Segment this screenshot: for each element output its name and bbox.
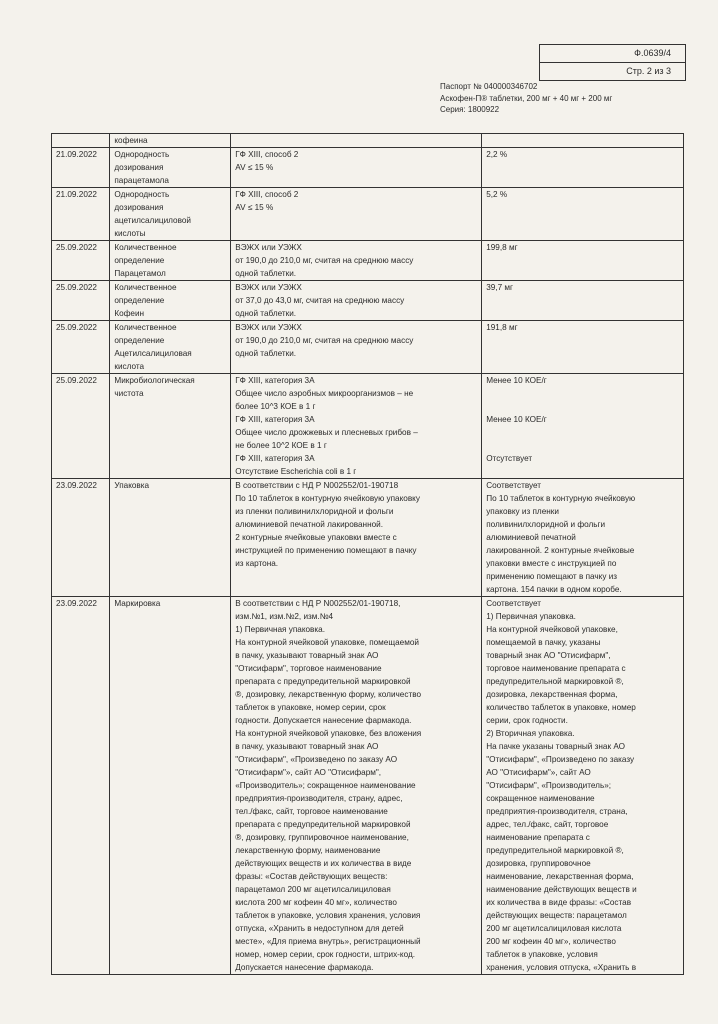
requirement-cell-line: одной таблетки.	[235, 349, 297, 358]
requirement-cell	[231, 281, 482, 321]
requirement-cell-line: инструкцией по применению помещают в пачку	[235, 546, 417, 555]
result-cell-line: 199,8 мг	[486, 243, 518, 252]
requirement-cell-line: кислота 200 мг кофеин 40 мг», количество	[235, 898, 397, 907]
requirement-cell-line: На контурной ячейковой упаковке, без вложения	[235, 729, 422, 738]
requirement-cell-line: действующих веществ и их количества в виде	[235, 859, 412, 868]
result-cell-line: лакированной. 2 контурные ячейковые	[486, 546, 635, 555]
requirement-cell-line: 1) Первичная упаковка.	[235, 625, 326, 634]
date-cell	[52, 321, 110, 374]
test-name-cell-line: Упаковка	[114, 481, 150, 490]
test-name-cell-line: кислота	[114, 362, 145, 371]
table-row	[52, 597, 684, 975]
result-cell-line: 1) Первичная упаковка.	[486, 612, 576, 621]
date-cell-text: 21.09.2022	[56, 150, 97, 159]
result-cell-line: применению помещают в пачку из	[486, 572, 618, 581]
test-name-cell-line: Микробиологическая	[114, 376, 195, 385]
result-cell-line: 191,8 мг	[486, 323, 518, 332]
result-cell-line: На контурной ячейковой упаковке,	[486, 625, 618, 634]
requirement-cell-line: препарата с предупредительной маркировкой	[235, 820, 411, 829]
batch-series: Серия: 1800922	[440, 105, 500, 114]
requirement-cell-line: в пачку, указывают товарный знак АО	[235, 651, 379, 660]
requirement-cell-line: ВЭЖХ или УЭЖХ	[235, 243, 302, 252]
requirement-cell-line: парацетамол 200 мг ацетилсалициловая	[235, 885, 391, 894]
result-cell-line: наименование препарата с	[486, 833, 590, 842]
result-cell-line: Менее 10 КОЕ/г	[486, 415, 547, 424]
result-cell-line: упаковку из пленки	[486, 507, 559, 516]
result-cell-line	[486, 439, 679, 452]
date-cell	[52, 241, 110, 281]
requirement-cell	[231, 374, 482, 479]
result-cell	[482, 479, 684, 597]
test-name-cell-line: парацетамола	[114, 176, 169, 185]
result-cell-line: наименование действующих веществ и	[486, 885, 637, 894]
requirement-cell-line: ГФ XIII, способ 2	[235, 150, 299, 159]
test-name-cell-line: определение	[114, 296, 165, 305]
requirement-cell-line: ГФ XIII, способ 2	[235, 190, 299, 199]
date-cell	[52, 479, 110, 597]
requirement-cell-line: годности. Допускается нанесение фармакода.	[235, 716, 412, 725]
requirement-cell-line: "Отисифарм", «Произведено по заказу АО	[235, 755, 398, 764]
quality-test-table	[51, 133, 684, 975]
result-cell-line: дозировка, группировочное	[486, 859, 591, 868]
requirement-cell-line: алюминиевой печатной лакированной.	[235, 520, 384, 529]
result-cell-line: 2) Вторичная упаковка.	[486, 729, 575, 738]
document-header	[440, 81, 612, 116]
test-name-cell-line: кофеина	[114, 136, 148, 145]
test-name-cell	[110, 241, 231, 281]
requirement-cell-line: В соответствии с НД Р N002552/01-190718,	[235, 599, 401, 608]
date-cell-text	[56, 134, 105, 147]
test-name-cell-line: Кофеин	[114, 309, 145, 318]
date-cell	[52, 148, 110, 188]
result-cell-line	[486, 387, 679, 400]
requirement-cell-line: ®, дозировку, лекарственную форму, количество	[235, 690, 422, 699]
result-cell-line: адрес, тел./факс, сайт, торговое	[486, 820, 609, 829]
test-name-cell	[110, 148, 231, 188]
result-cell-line	[486, 465, 679, 478]
requirement-cell-line: изм.№1, изм.№2, изм.№4	[235, 612, 334, 621]
result-cell-line: сокращенное наименование	[486, 794, 595, 803]
result-cell	[482, 321, 684, 374]
page-number: Стр. 2 из 3	[540, 62, 685, 80]
test-name-cell	[110, 479, 231, 597]
result-cell-line	[486, 426, 679, 439]
result-cell-line: алюминиевой печатной	[486, 533, 576, 542]
date-cell-text: 23.09.2022	[56, 599, 97, 608]
result-cell-line: 200 мг ацетилсалициловая кислота	[486, 924, 622, 933]
date-cell	[52, 374, 110, 479]
date-cell	[52, 188, 110, 241]
test-name-cell-line: определение	[114, 256, 165, 265]
result-cell-line: Соответствует	[486, 599, 542, 608]
requirement-cell-line: из пленки поливинилхлоридной и фольги	[235, 507, 394, 516]
table-row	[52, 134, 684, 148]
test-name-cell-line: Количественное	[114, 323, 177, 332]
test-name-cell-line: Маркировка	[114, 599, 161, 608]
result-cell-line: помещаемой в пачку, указаны	[486, 638, 601, 647]
date-cell-text: 23.09.2022	[56, 481, 97, 490]
form-code-box	[539, 44, 686, 81]
test-name-cell-line: Количественное	[114, 243, 177, 252]
result-cell-line: упаковки вместе с инструкцией по	[486, 559, 617, 568]
result-cell-line: АО "Отисифарм"», сайт АО	[486, 768, 591, 777]
requirement-cell-line: одной таблетки.	[235, 309, 297, 318]
requirement-cell-line: На контурной ячейковой упаковке, помещаемой	[235, 638, 419, 647]
test-name-cell-line: дозирования	[114, 163, 164, 172]
result-cell	[482, 241, 684, 281]
table-row	[52, 241, 684, 281]
test-name-cell-line: дозирования	[114, 203, 164, 212]
requirement-cell-line: 2 контурные ячейковые упаковки вместе с	[235, 533, 397, 542]
requirement-cell-line: от 190,0 до 210,0 мг, считая на среднюю массу	[235, 256, 414, 265]
result-cell-line: дозировка, лекарственная форма,	[486, 690, 618, 699]
result-cell-line: товарный знак АО "Отисифарм",	[486, 651, 611, 660]
requirement-cell-line: лекарственную форму, наименование	[235, 846, 381, 855]
test-name-cell-line: Количественное	[114, 283, 177, 292]
test-name-cell-line: чистота	[114, 389, 144, 398]
test-name-cell-line: Парацетамол	[114, 269, 166, 278]
requirement-cell-line: фразы: «Состав действующих веществ:	[235, 872, 388, 881]
requirement-cell-line: тел./факс, сайт, торговое наименование	[235, 807, 388, 816]
result-cell-line: серии, срок годности.	[486, 716, 568, 725]
result-cell-line	[486, 400, 679, 413]
requirement-cell-line: не более 10^2 КОЕ в 1 г	[235, 441, 327, 450]
date-cell	[52, 281, 110, 321]
result-cell-line: Менее 10 КОЕ/г	[486, 376, 547, 385]
requirement-cell-line: По 10 таблеток в контурную ячейковую упаковку	[235, 494, 420, 503]
requirement-cell-line: AV ≤ 15 %	[235, 163, 274, 172]
requirement-cell	[231, 148, 482, 188]
requirement-cell-line: в пачку, указывают товарный знак АО	[235, 742, 379, 751]
requirement-cell-line: ВЭЖХ или УЭЖХ	[235, 283, 302, 292]
test-name-cell	[110, 134, 231, 148]
result-cell-line: 200 мг кофеин 40 мг», количество	[486, 937, 616, 946]
result-cell	[482, 148, 684, 188]
result-cell-line: Соответствует	[486, 481, 542, 490]
result-cell-line: поливинилхлоридной и фольги	[486, 520, 606, 529]
requirement-cell-line: предприятия-производителя, страну, адрес,	[235, 794, 403, 803]
requirement-cell-line: более 10^3 КОЕ в 1 г	[235, 402, 316, 411]
result-cell-line: действующих веществ: парацетамол	[486, 911, 627, 920]
requirement-cell	[231, 479, 482, 597]
requirement-cell-line: Общее число дрожжевых и плесневых грибов –	[235, 428, 418, 437]
result-cell-line: "Отисифарм", «Произведено по заказу	[486, 755, 635, 764]
table-row	[52, 188, 684, 241]
test-name-cell-line: ацетилсалициловой	[114, 216, 191, 225]
test-name-cell	[110, 321, 231, 374]
form-code: Ф.0639/4	[634, 48, 671, 58]
table-row	[52, 148, 684, 188]
requirement-cell-line: Допускается нанесение фармакода.	[235, 963, 374, 972]
result-cell-line	[486, 134, 679, 147]
requirement-cell-line: таблеток в упаковке, номер серии, срок	[235, 703, 386, 712]
date-cell	[52, 597, 110, 975]
requirement-cell	[231, 321, 482, 374]
requirement-cell-line: номер, номер серии, срок годности, штрих-код.	[235, 950, 415, 959]
result-cell-line: На пачке указаны товарный знак АО	[486, 742, 625, 751]
product-name: Аскофен-П® таблетки, 200 мг + 40 мг + 200 мг	[440, 93, 613, 103]
requirement-cell-line: В соответствии с НД Р N002552/01-190718	[235, 481, 399, 490]
test-name-cell-line: Однородность	[114, 190, 170, 199]
result-cell-line: количество таблеток в упаковке, номер	[486, 703, 636, 712]
date-cell-text: 25.09.2022	[56, 323, 97, 332]
test-name-cell	[110, 281, 231, 321]
requirement-cell-line: ГФ XIII, категория 3А	[235, 415, 315, 424]
table-row	[52, 321, 684, 374]
requirement-cell-line: таблеток в упаковке, условия хранения, условия	[235, 911, 421, 920]
requirement-cell	[231, 134, 482, 148]
test-name-cell-line: Ацетилсалициловая	[114, 349, 192, 358]
requirement-cell-line: одной таблетки.	[235, 269, 297, 278]
requirement-cell-line: месте», «Для приема внутрь», регистрационный	[235, 937, 421, 946]
result-cell-line: 5,2 %	[486, 190, 508, 199]
result-cell-line: 39,7 мг	[486, 283, 514, 292]
table-row	[52, 479, 684, 597]
requirement-cell	[231, 597, 482, 975]
requirement-cell-line: препарата с предупредительной маркировкой	[235, 677, 411, 686]
result-cell-line: наименование, лекарственная форма,	[486, 872, 634, 881]
date-cell-text: 25.09.2022	[56, 243, 97, 252]
result-cell-line: предупредительной маркировкой ®,	[486, 846, 624, 855]
requirement-cell-line: Общее число аэробных микроорганизмов – не	[235, 389, 414, 398]
test-name-cell-line: кислоты	[114, 229, 146, 238]
test-name-cell	[110, 188, 231, 241]
result-cell-line: таблеток в упаковке, условия	[486, 950, 598, 959]
requirement-cell-line: "Отисифарм", торговое наименование	[235, 664, 382, 673]
requirement-cell	[231, 188, 482, 241]
requirement-cell-line: Отсутствие Escherichia coli в 1 г	[235, 467, 357, 476]
requirement-cell-line: "Отисифарм"», сайт АО "Отисифарм",	[235, 768, 382, 777]
result-cell-line: торговое наименование препарата с	[486, 664, 626, 673]
result-cell	[482, 281, 684, 321]
result-cell	[482, 374, 684, 479]
result-cell-line: предприятия-производителя, страна,	[486, 807, 628, 816]
requirement-cell-line: «Производитель»; сокращенное наименование	[235, 781, 416, 790]
requirement-cell	[231, 241, 482, 281]
date-cell	[52, 134, 110, 148]
requirement-cell-line: ГФ XIII, категория 3А	[235, 376, 315, 385]
table-row	[52, 374, 684, 479]
result-cell-line: Отсутствует	[486, 454, 533, 463]
date-cell-text: 21.09.2022	[56, 190, 97, 199]
requirement-cell-line: ВЭЖХ или УЭЖХ	[235, 323, 302, 332]
requirement-cell-line: ®, дозировку, группировочное наименование,	[235, 833, 409, 842]
requirement-cell-line	[235, 134, 477, 147]
table-row	[52, 281, 684, 321]
result-cell	[482, 188, 684, 241]
result-cell	[482, 597, 684, 975]
result-cell-line: их количества в виде фразы: «Состав	[486, 898, 632, 907]
requirement-cell-line: из картона.	[235, 559, 279, 568]
result-cell-line: 2,2 %	[486, 150, 508, 159]
requirement-cell-line: ГФ XIII, категория 3А	[235, 454, 315, 463]
requirement-cell-line: от 37,0 до 43,0 мг, считая на среднюю массу	[235, 296, 405, 305]
test-name-cell	[110, 374, 231, 479]
result-cell-line: картона. 154 пачки в одном коробе.	[486, 585, 622, 594]
requirement-cell-line: отпуска, «Хранить в недоступном для детей	[235, 924, 404, 933]
result-cell-line: хранения, условия отпуска, «Хранить в	[486, 963, 637, 972]
test-name-cell-line: Однородность	[114, 150, 170, 159]
requirement-cell-line: AV ≤ 15 %	[235, 203, 274, 212]
result-cell-line: По 10 таблеток в контурную ячейковую	[486, 494, 636, 503]
test-name-cell	[110, 597, 231, 975]
date-cell-text: 25.09.2022	[56, 283, 97, 292]
result-cell-line: предупредительной маркировкой ®,	[486, 677, 624, 686]
passport-number: Паспорт № 040000346702	[440, 82, 538, 91]
test-name-cell-line: определение	[114, 336, 165, 345]
result-cell	[482, 134, 684, 148]
result-cell-line: "Отисифарм", «Производитель»;	[486, 781, 612, 790]
requirement-cell-line: от 190,0 до 210,0 мг, считая на среднюю массу	[235, 336, 414, 345]
date-cell-text: 25.09.2022	[56, 376, 97, 385]
